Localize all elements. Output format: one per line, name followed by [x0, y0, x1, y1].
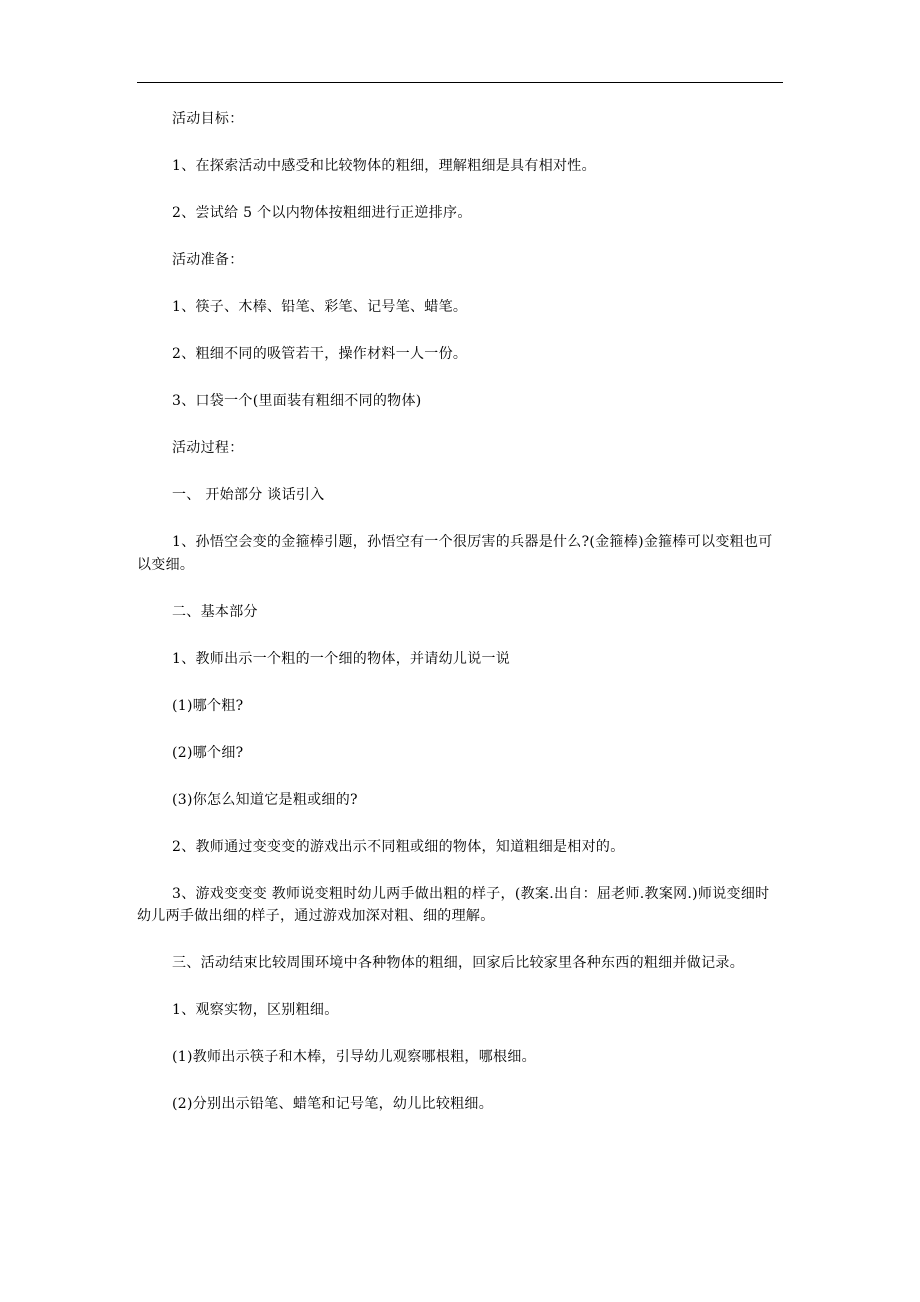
preparation-item-1: 1、筷子、木棒、铅笔、彩笔、记号笔、蜡笔。	[172, 299, 468, 315]
question-2: (2)哪个细?	[172, 744, 244, 761]
goal-item-1: 1、在探索活动中感受和比较物体的粗细，理解粗细是具有相对性。	[172, 158, 596, 174]
observation-step-1: (1)教师出示筷子和木棒，引导幼儿观察哪根粗，哪根细。	[172, 1049, 536, 1065]
preparation-item-3: 3、口袋一个(里面装有粗细不同的物体)	[172, 393, 422, 409]
process-part-2-item-1: 1、教师出示一个粗的一个细的物体，并请幼儿说一说	[172, 650, 511, 667]
question-1: (1)哪个粗?	[172, 697, 244, 714]
process-part-1-item-1: 1、孙悟空会变的金箍棒引题，孙悟空有一个很厉害的兵器是什么?(金箍棒)金箍棒可以变粗也可以变细。	[137, 534, 773, 573]
process-part-2-heading: 二、基本部分	[172, 603, 258, 620]
goal-item-2: 2、尝试给 5 个以内物体按粗细进行正逆排序。	[172, 205, 472, 221]
preparation-item-2: 2、粗细不同的吸管若干，操作材料一人一份。	[172, 346, 468, 362]
process-part-2-item-2: 2、教师通过变变变的游戏出示不同粗或细的物体，知道粗细是相对的。	[172, 838, 625, 855]
document-body	[137, 108, 783, 1116]
observation-step-2: (2)分别出示铅笔、蜡笔和记号笔，幼儿比较粗细。	[172, 1096, 494, 1112]
process-part-3-item-1: 1、观察实物，区别粗细。	[172, 1002, 339, 1018]
header-rule	[137, 82, 783, 83]
section-heading-goals: 活动目标：	[172, 111, 244, 127]
question-3: (3)你怎么知道它是粗或细的?	[172, 791, 358, 808]
process-part-1-heading: 一、 开始部分 谈话引入	[172, 487, 325, 503]
section-heading-process: 活动过程：	[172, 440, 244, 456]
section-heading-preparation: 活动准备：	[172, 252, 244, 268]
process-part-3-heading: 三、活动结束比较周围环境中各种物体的粗细，回家后比较家里各种东西的粗细并做记录。	[172, 955, 744, 971]
process-part-2-item-3: 3、游戏变变变 教师说变粗时幼儿两手做出粗的样子，(教案.出自：屈老师.教案网.)师说变细时幼儿两手做出细的样子，通过游戏加深对粗、细的理解。	[137, 885, 770, 924]
